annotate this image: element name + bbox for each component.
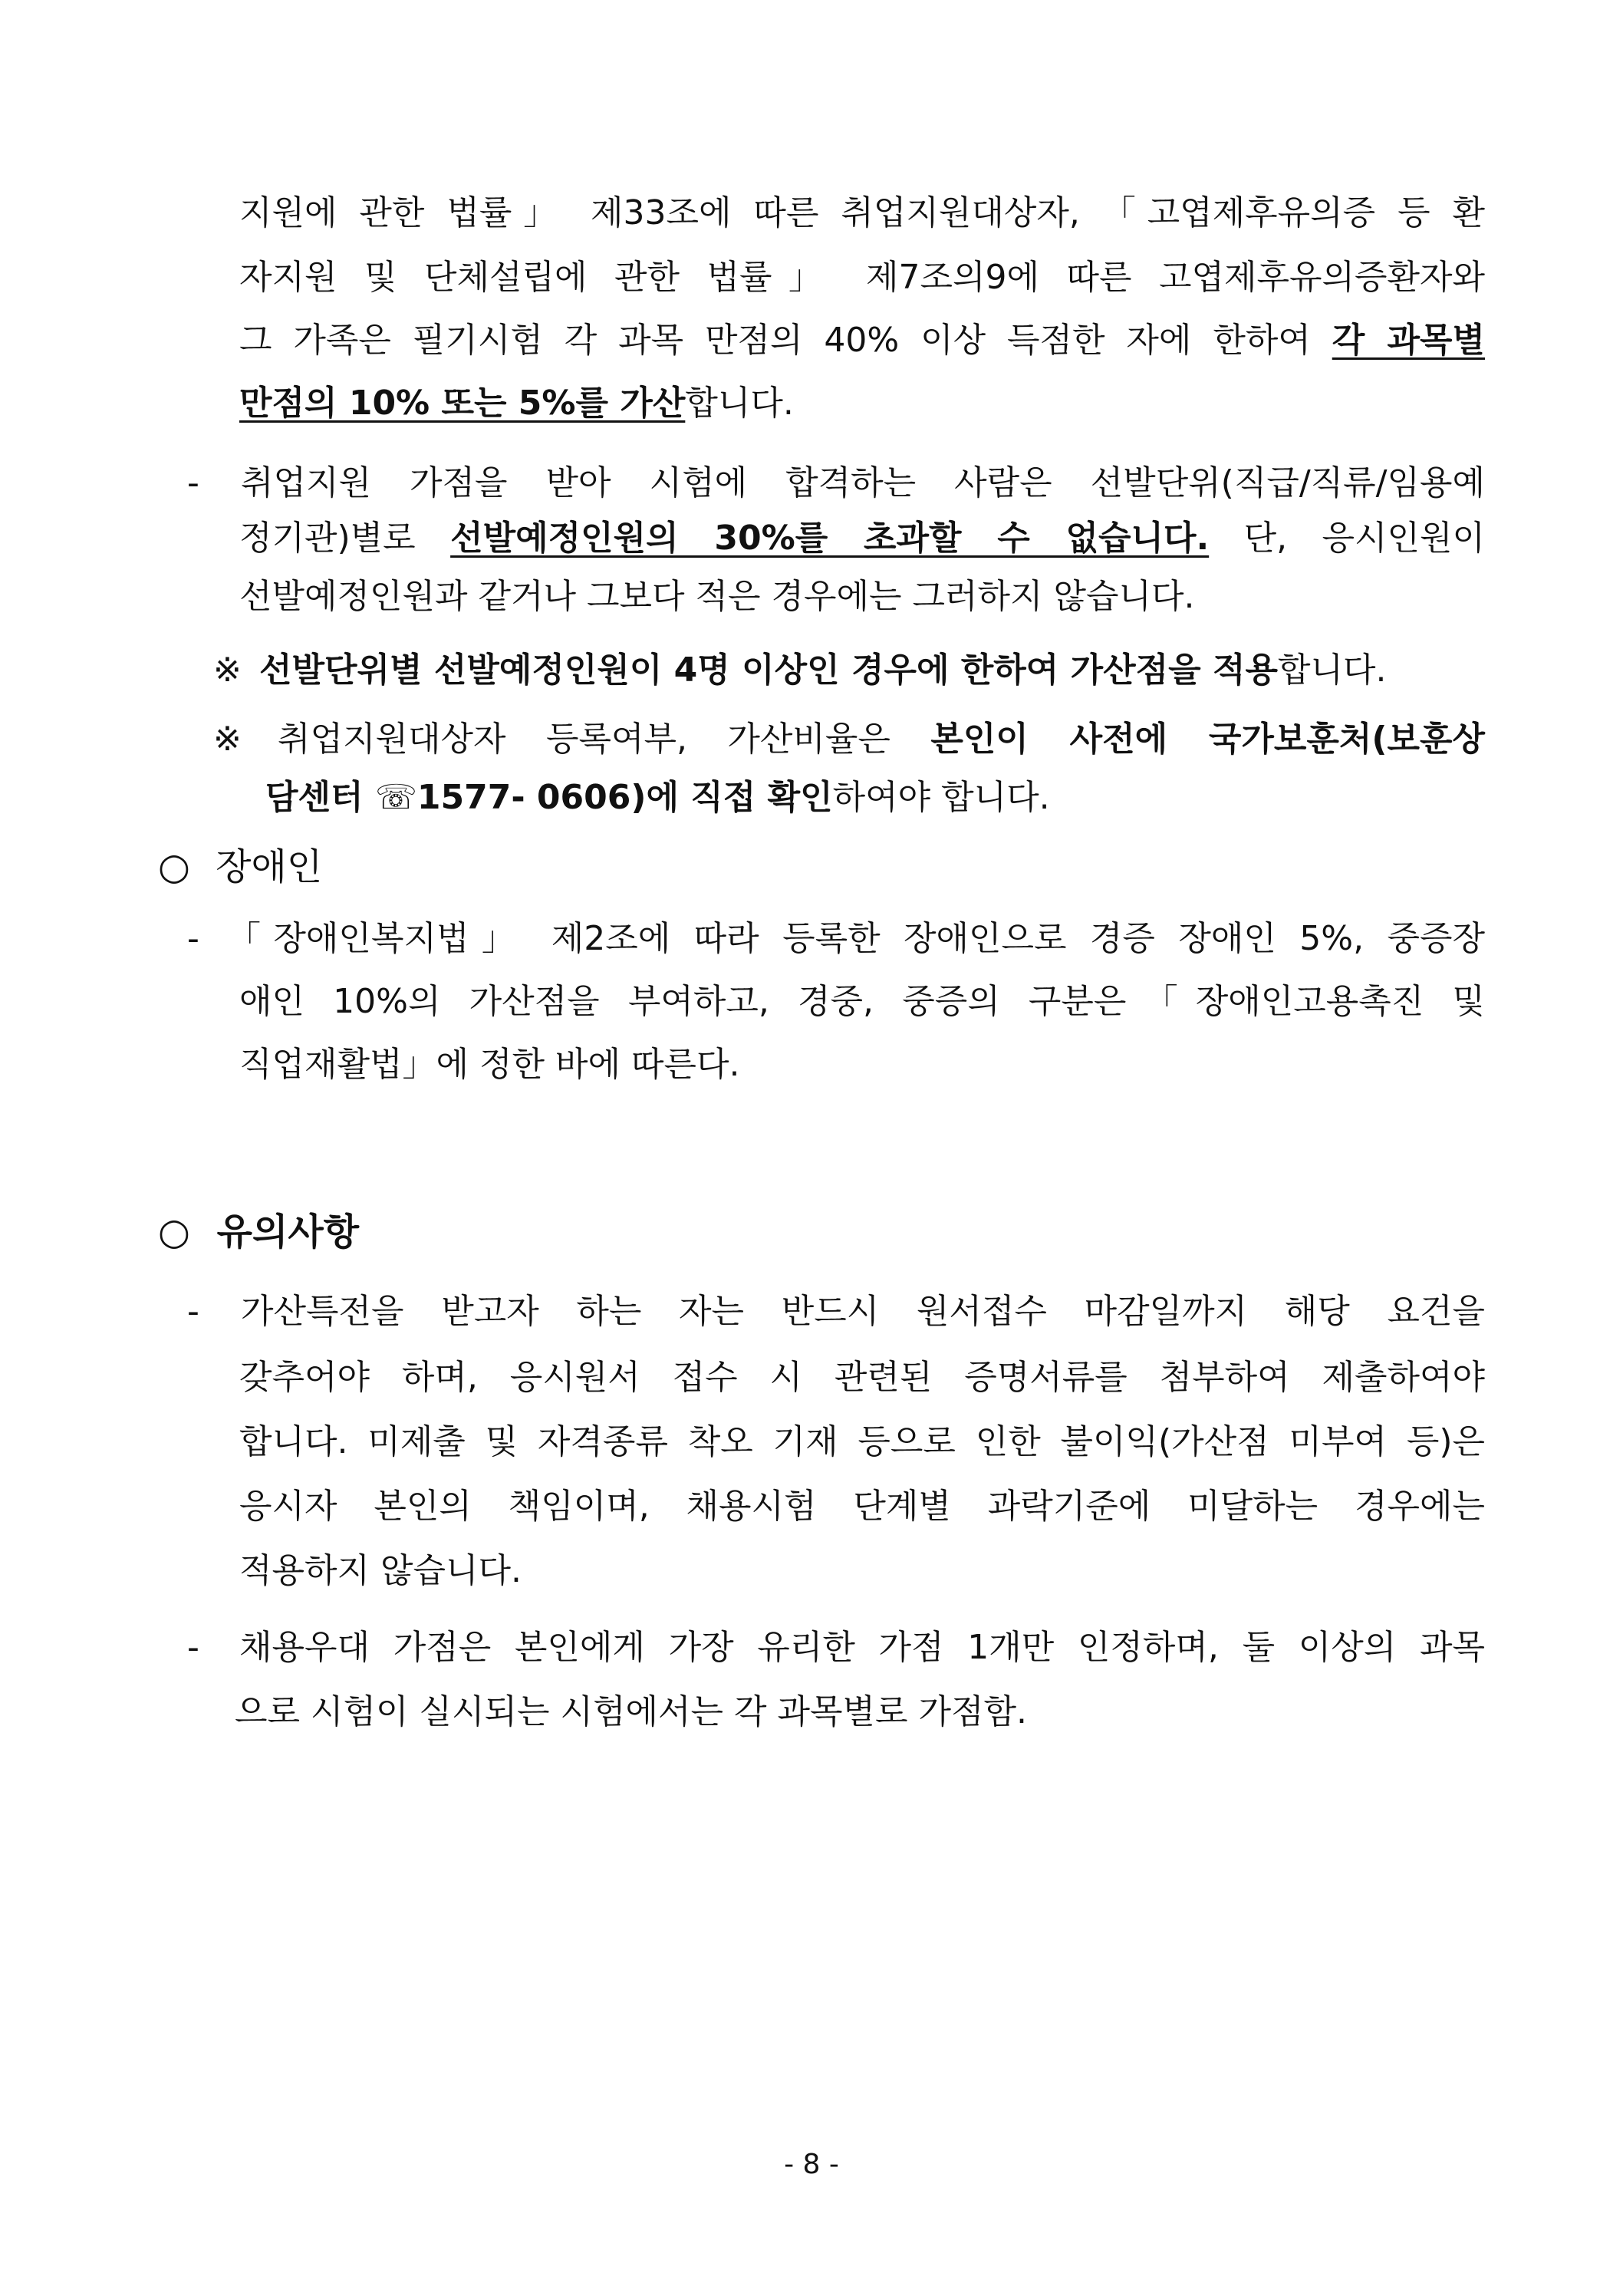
paragraph-line: 직업재활법」에 정한 바에 따른다. bbox=[239, 1045, 740, 1084]
section-title: 장애인 bbox=[216, 845, 323, 888]
note-line: 취업지원대상자 등록여부, 가산비율은 본인이 사전에 국가보훈처(보훈상 bbox=[278, 720, 1485, 759]
circle-bullet-icon: ○ bbox=[158, 845, 190, 888]
paragraph-line: 그 가족은 필기시험 각 과목 만점의 40% 이상 득점한 자에 한하여 각 과목별 bbox=[239, 321, 1485, 360]
note-line: 선발단위별 선발예정인원이 4명 이상인 경우에 한하여 가산점을 적용합니다. bbox=[259, 651, 1387, 690]
emphasis-text: 선발단위별 선발예정인원이 4명 이상인 경우에 한하여 가산점을 적용 bbox=[259, 651, 1278, 690]
circle-bullet-icon: ○ bbox=[158, 1211, 190, 1253]
emphasis-text: 만점의 10% 또는 5%를 가산 bbox=[239, 384, 686, 423]
paragraph-line: 선발예정인원과 같거나 그보다 적은 경우에는 그러하지 않습니다. bbox=[239, 577, 1195, 616]
page-number: - 8 - bbox=[784, 2149, 839, 2180]
paragraph-line: 갖추어야 하며, 응시원서 접수 시 관련된 증명서류를 첨부하여 제출하여야 bbox=[239, 1358, 1485, 1397]
section-heading-notes bbox=[158, 1207, 359, 1257]
paragraph-line: 으로 시험이 실시되는 시험에서는 각 과목별로 가점함. bbox=[235, 1692, 1027, 1731]
emphasis-text: 본인이 사전에 국가보훈처(보훈상 bbox=[930, 720, 1485, 759]
note-line: 담센터 ☏1577- 0606)에 직접 확인하여야 합니다. bbox=[265, 778, 1050, 817]
paragraph-line: 응시자 본인의 책임이며, 채용시험 단계별 과락기준에 미달하는 경우에는 bbox=[239, 1487, 1485, 1526]
dash-marker: - bbox=[187, 463, 199, 502]
section-title: 유의사항 bbox=[216, 1211, 360, 1253]
dash-marker: - bbox=[187, 919, 199, 958]
paragraph-line: 지원에 관한 법률」 제33조에 따른 취업지원대상자, 「고엽제후유의증 등 환 bbox=[239, 193, 1485, 232]
paragraph-line: 채용우대 가점은 본인에게 가장 유리한 가점 1개만 인정하며, 둘 이상의 과목 bbox=[239, 1628, 1485, 1667]
emphasis-text: 담센터 ☏1577- 0606)에 직접 확인 bbox=[265, 778, 833, 817]
paragraph-line: 정기관)별로 선발예정인원의 30%를 초과할 수 없습니다. 단, 응시인원이 bbox=[239, 519, 1486, 558]
paragraph-line: 합니다. 미제출 및 자격종류 착오 기재 등으로 인한 불이익(가산점 미부여 등)은 bbox=[239, 1422, 1485, 1461]
emphasis-text: 선발예정인원의 30%를 초과할 수 없습니다. bbox=[450, 519, 1210, 558]
paragraph-line: 애인 10%의 가산점을 부여하고, 경중, 중증의 구분은「장애인고용촉진 및 bbox=[239, 982, 1485, 1021]
paragraph-line: 가산특전을 받고자 하는 자는 반드시 원서접수 마감일까지 해당 요건을 bbox=[241, 1292, 1485, 1331]
paragraph-line: 자지원 및 단체설립에 관한 법률」 제7조의9에 따른 고엽제후유의증환자와 bbox=[239, 258, 1485, 297]
reference-mark-icon: ※ bbox=[213, 651, 242, 690]
paragraph-line: 만점의 10% 또는 5%를 가산합니다. bbox=[239, 384, 794, 423]
reference-mark-icon: ※ bbox=[213, 720, 242, 759]
paragraph-line: 적용하지 않습니다. bbox=[239, 1551, 522, 1590]
dash-marker: - bbox=[187, 1292, 199, 1331]
paragraph-line: 취업지원 가점을 받아 시험에 합격하는 사람은 선발단위(직급/직류/임용예 bbox=[241, 463, 1485, 502]
dash-marker: - bbox=[187, 1628, 199, 1667]
emphasis-text: 각 과목별 bbox=[1332, 321, 1485, 360]
section-heading-disabled bbox=[158, 842, 322, 891]
paragraph-line: 「장애인복지법」 제2조에 따라 등록한 장애인으로 경증 장애인 5%, 중증장 bbox=[227, 919, 1485, 958]
